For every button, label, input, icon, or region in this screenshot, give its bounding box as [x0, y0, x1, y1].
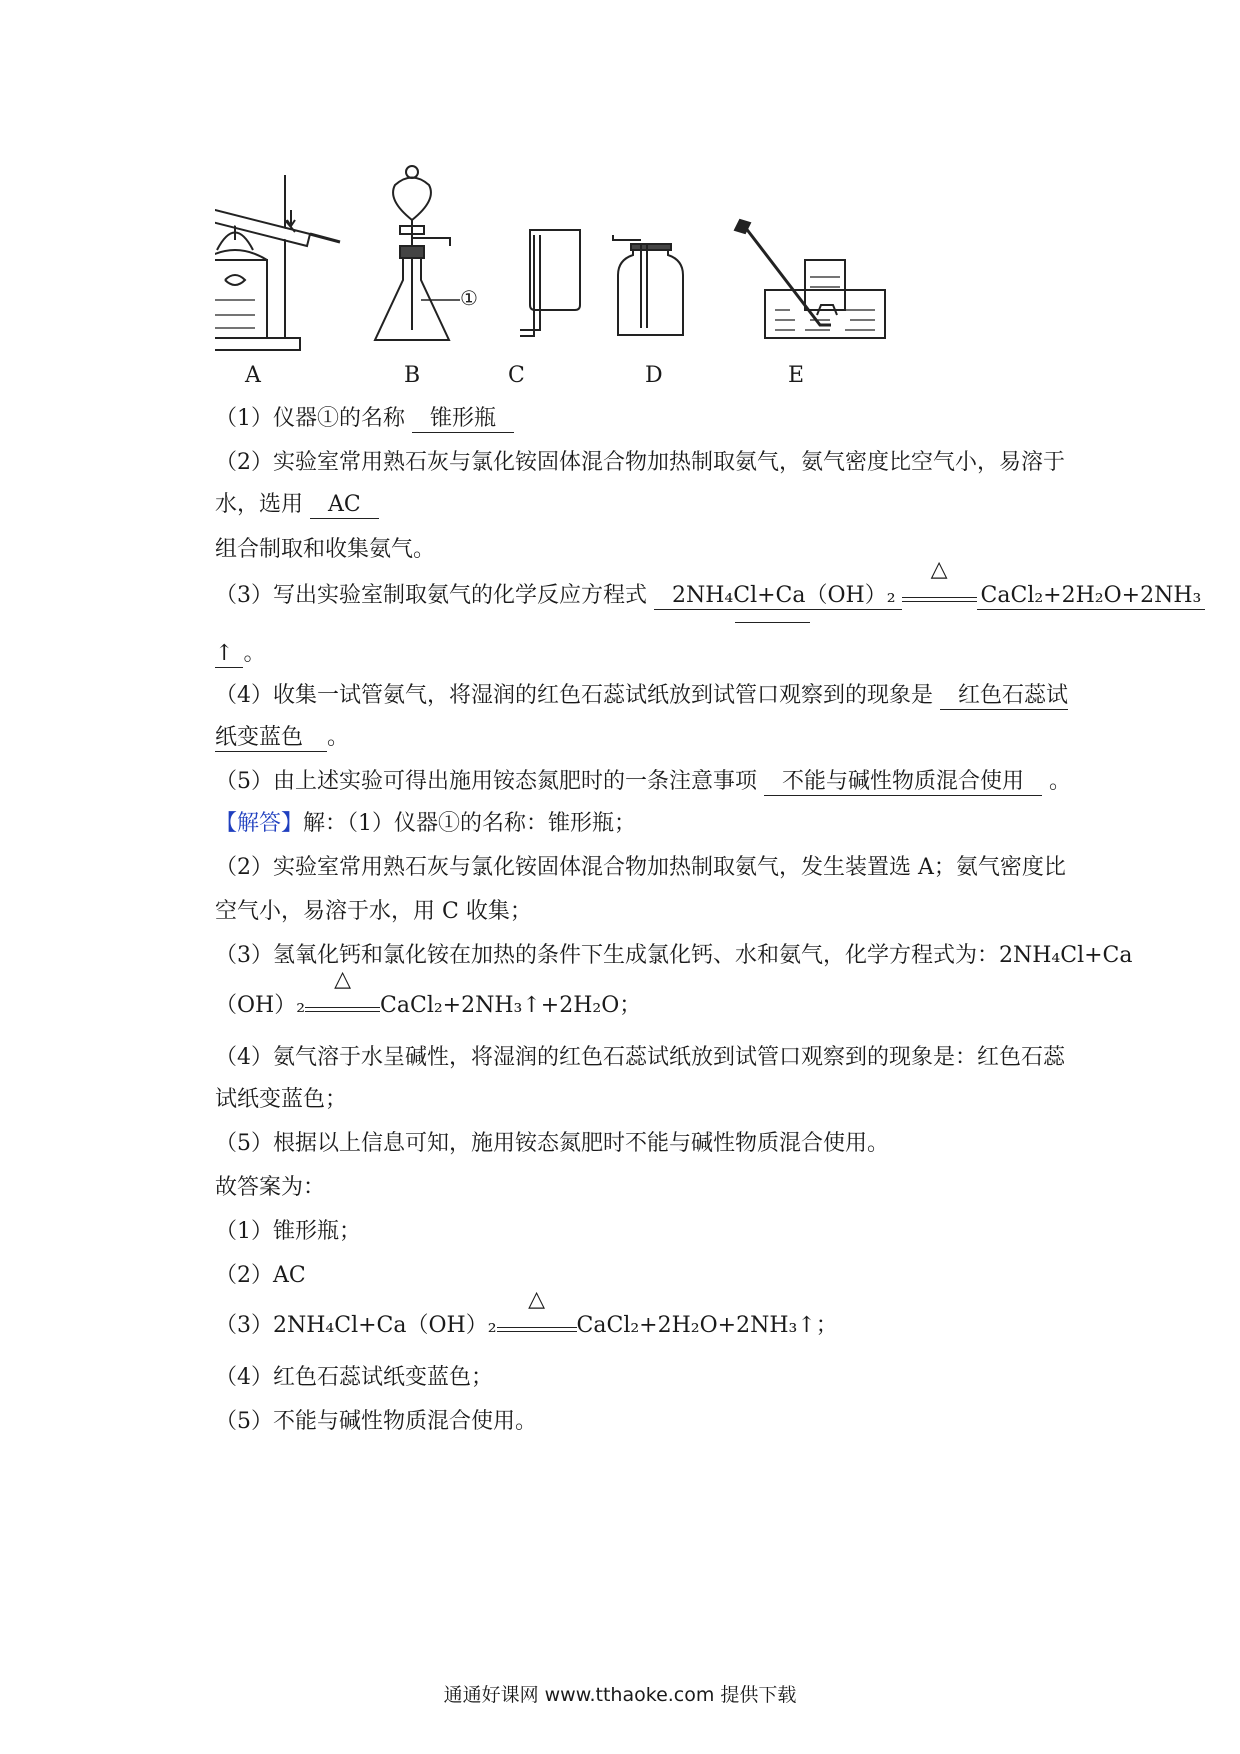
solution-s3b: [215, 967, 1055, 1022]
q3-lhs: 2NH₄Cl+Ca（OH）₂: [654, 583, 902, 610]
apparatus-c-icon: [520, 230, 580, 336]
apparatus-a-icon: [215, 175, 340, 350]
answer-3-lhs: （3）2NH₄Cl+Ca（OH）₂: [215, 1313, 497, 1338]
answer-2: （2）AC: [215, 1263, 306, 1288]
solution-s4a: （4）氨气溶于水呈碱性，将湿润的红色石蕊试纸放到试管口观察到的现象是：红色石蕊: [215, 1045, 1065, 1070]
apparatus-d-icon: [613, 235, 683, 335]
answer-1: （1）锥形瓶；: [215, 1219, 361, 1244]
marker-label: ①: [460, 286, 478, 310]
solution-reaction-sign: [305, 967, 380, 1022]
heat-condition-icon: △: [528, 1287, 545, 1312]
q1-answer: 锥形瓶: [412, 406, 514, 433]
question-3-line1: [215, 557, 1202, 612]
answer-reaction-sign: [497, 1287, 577, 1342]
answer-3: [215, 1287, 1055, 1342]
solution-s2b: 空气小，易溶于水，用 C 收集；: [215, 899, 532, 924]
label-d: D: [645, 363, 663, 388]
answer-5: （5）不能与碱性物质混合使用。: [215, 1409, 537, 1434]
question-2-line2: [215, 489, 1055, 521]
q5-answer: 不能与碱性物质混合使用: [764, 769, 1042, 796]
heat-condition-icon: △: [334, 967, 351, 992]
question-5: [215, 766, 1072, 798]
question-2-line3: 组合制取和收集氨气。: [215, 537, 436, 562]
q2-answer: AC: [310, 492, 379, 519]
label-e: E: [788, 363, 805, 388]
q3-end: 。: [243, 641, 266, 666]
q3-rhs: CaCl₂+2H₂O+2NH₃: [977, 583, 1206, 610]
question-3-line2: [215, 638, 1055, 670]
solution-s4b: 试纸变蓝色；: [215, 1087, 348, 1112]
q5-end: 。: [1049, 769, 1072, 794]
label-a: A: [245, 363, 261, 388]
solution-line-1: [215, 808, 1055, 840]
apparatus-e-icon: [735, 220, 885, 338]
solution-tag: 【解答】: [215, 811, 304, 836]
q3-reaction-sign: [902, 557, 977, 612]
q4-answer-1: 红色石蕊试: [940, 683, 1068, 710]
q3-prefix: （3）写出实验室制取氨气的化学反应方程式: [215, 583, 647, 608]
label-b: B: [404, 363, 421, 388]
q3-underline: [735, 622, 810, 623]
solution-s3b-rhs: CaCl₂+2NH₃↑+2H₂O；: [380, 993, 642, 1018]
heat-condition-icon: △: [930, 557, 948, 582]
question-4-line2: [215, 722, 1055, 754]
q5-prefix: （5）由上述实验可得出施用铵态氮肥时的一条注意事项: [215, 769, 757, 794]
q3-arrow: ↑: [215, 641, 243, 668]
q4-answer-2: 纸变蓝色: [215, 725, 327, 752]
solution-s3a: （3）氢氧化钙和氯化铵在加热的条件下生成氯化钙、水和氨气，化学方程式为：2NH₄Cl+Ca: [215, 943, 1133, 968]
question-1: [215, 403, 1055, 435]
solution-s5: （5）根据以上信息可知，施用铵态氮肥时不能与碱性物质混合使用。: [215, 1131, 889, 1156]
question-4-line1: [215, 680, 1069, 712]
q4-prefix: （4）收集一试管氨气，将湿润的红色石蕊试纸放到试管口观察到的现象是: [215, 683, 933, 708]
apparatus-b-icon: [375, 166, 460, 340]
answers-title: 故答案为：: [215, 1175, 326, 1200]
q4-end: 。: [327, 725, 350, 750]
question-2-line1: （2）实验室常用熟石灰与氯化铵固体混合物加热制取氨气，氨气密度比空气小，易溶于: [215, 450, 1065, 475]
solution-s1: 解：（1）仪器①的名称：锥形瓶；: [303, 811, 637, 836]
solution-s3b-lhs: （OH）₂: [215, 993, 306, 1018]
answer-4: （4）红色石蕊试纸变蓝色；: [215, 1365, 493, 1390]
q1-prefix: （1）仪器①的名称: [215, 406, 405, 431]
solution-s2a: （2）实验室常用熟石灰与氯化铵固体混合物加热制取氨气，发生装置选 A；氨气密度比: [215, 855, 1066, 880]
answer-3-rhs: CaCl₂+2H₂O+2NH₃↑；: [576, 1313, 838, 1338]
label-c: C: [508, 363, 525, 388]
q2-prefix: 水，选用: [215, 492, 304, 517]
footer-credit: 通通好课网 www.tthaoke.com 提供下载: [443, 1684, 797, 1706]
